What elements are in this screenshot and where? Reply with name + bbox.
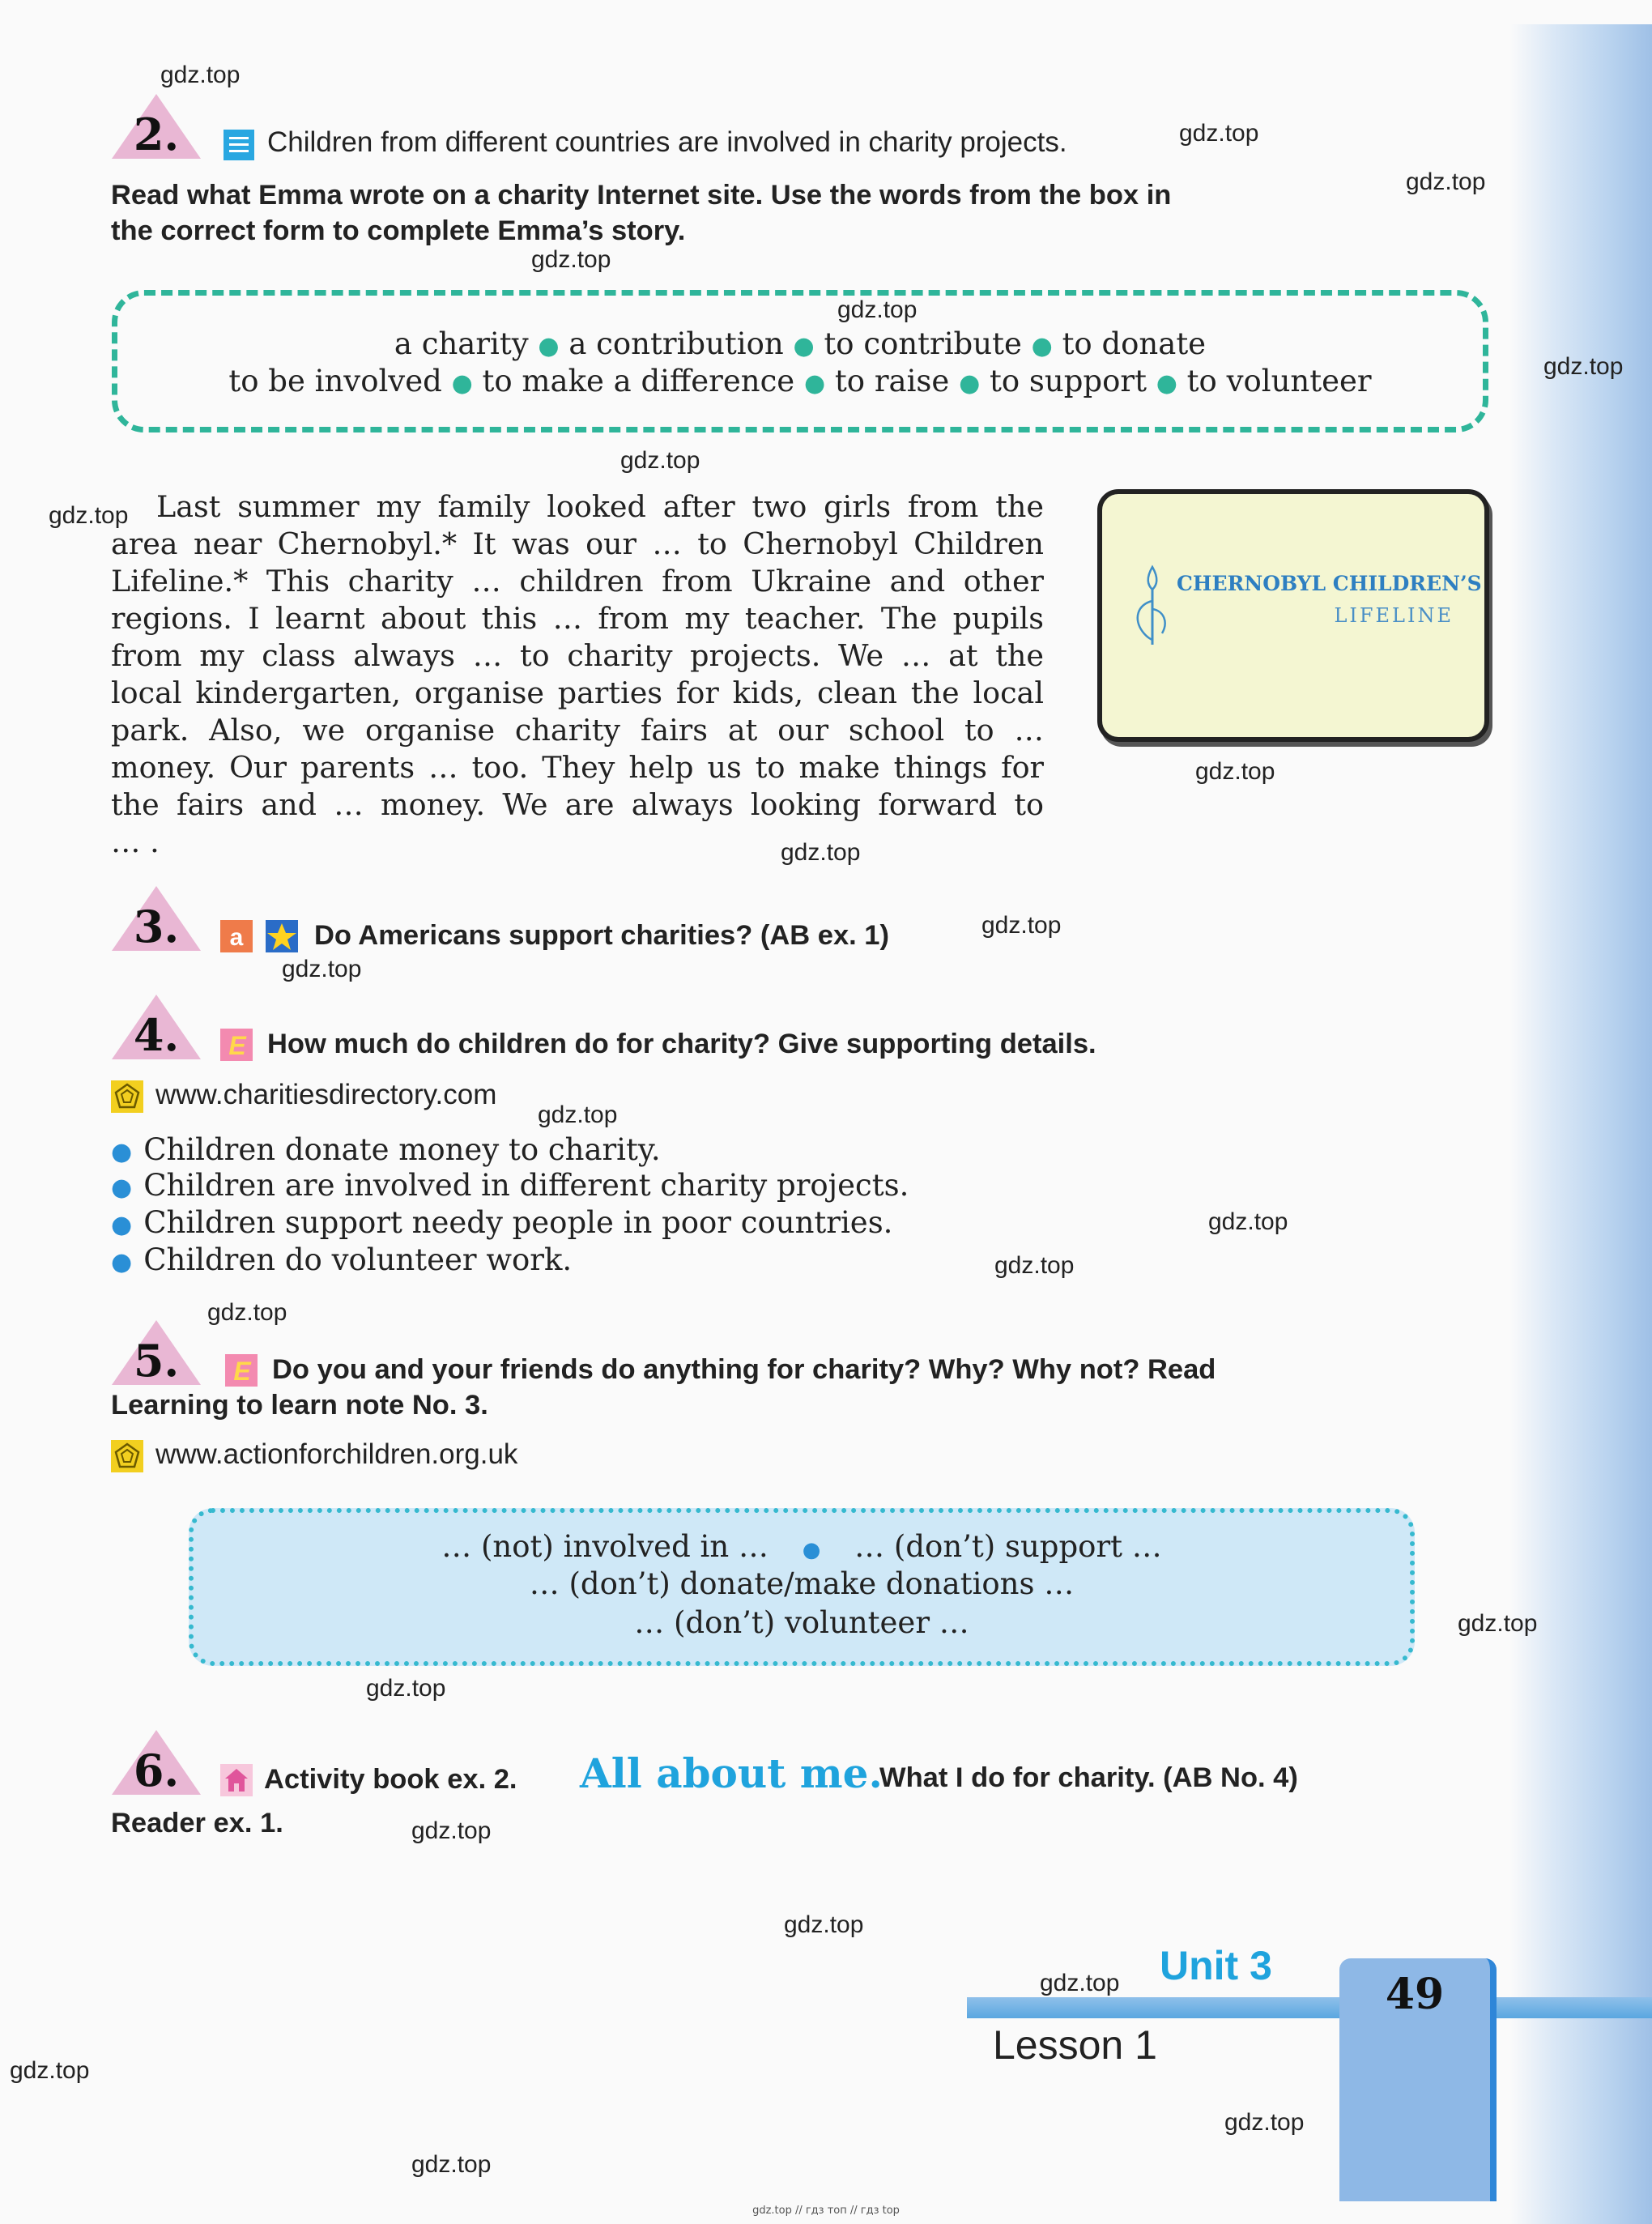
- exercise-number-badge: [112, 94, 201, 159]
- unit-label: Unit 3: [1160, 1943, 1272, 1988]
- watermark: gdz.top: [981, 912, 1062, 939]
- watermark: gdz.top: [994, 1252, 1075, 1279]
- watermark: gdz.top: [282, 956, 362, 982]
- story-line: money. Our parents … too. They help us to make things for: [111, 750, 1044, 785]
- watermark: gdz.top: [366, 1675, 446, 1702]
- exercise-number-badge: [112, 995, 201, 1059]
- box-word: a charity: [394, 326, 529, 361]
- phrase-box: [189, 1508, 1415, 1666]
- watermark: gdz.top: [49, 502, 129, 529]
- charity-logo: [1097, 489, 1489, 742]
- watermark: gdz.top: [411, 2151, 492, 2178]
- web-icon: [111, 1440, 143, 1472]
- exercise-text: Reader ex. 1.: [111, 1808, 283, 1838]
- star-icon: [266, 920, 298, 952]
- svg-text:E: E: [228, 1031, 246, 1060]
- instruction-line: Read what Emma wrote on a charity Internet site. Use the words from the box in: [111, 180, 1172, 211]
- story-line: park. Also, we organise charity fairs at our school to …: [111, 713, 1044, 748]
- watermark: gdz.top: [411, 1817, 492, 1844]
- exercise-number-badge: [112, 886, 201, 951]
- watermark: gdz.top: [1208, 1208, 1288, 1235]
- watermark: gdz.top: [1543, 353, 1624, 380]
- exercise-title: Children from different countries are involved in charity projects.: [267, 126, 1067, 158]
- box-word: to support: [990, 364, 1147, 398]
- website-link[interactable]: www.charitiesdirectory.com: [155, 1079, 497, 1110]
- list-item: ● Children do volunteer work.: [111, 1242, 573, 1277]
- exercise-number: 3.: [133, 901, 180, 952]
- story-line: the fairs and … money. We are always looking forward to: [111, 787, 1044, 822]
- watermark: gdz.top: [1179, 120, 1259, 147]
- watermark: gdz.top: [160, 62, 241, 88]
- word-row: a charity ● a contribution ● to contribute ● to donate: [394, 326, 1207, 361]
- phrase-row: … (not) involved in … ● … (don’t) support …: [441, 1529, 1162, 1564]
- list-item: ● Children donate money to charity.: [111, 1132, 661, 1167]
- story-line: Last summer my family looked after two girls from the: [156, 489, 1044, 524]
- logo-subtitle: LIFELINE: [1334, 604, 1454, 627]
- list-item: ● Children support needy people in poor countries.: [111, 1205, 893, 1240]
- exercise-number: 6.: [133, 1745, 180, 1796]
- watermark: gdz.top: [1224, 2109, 1305, 2136]
- box-word: to raise: [834, 364, 950, 398]
- watermark: gdz.top: [620, 447, 700, 474]
- exercise-number: 2.: [133, 109, 180, 160]
- svg-text:a: a: [229, 924, 244, 951]
- exercise-text: Activity book ex. 2.: [264, 1764, 517, 1795]
- list-item-text: Children support needy people in poor countries.: [143, 1205, 893, 1240]
- audio-activity-icon: [220, 920, 253, 952]
- instruction-line: the correct form to complete Emma’s story.: [111, 215, 686, 246]
- page-tab: [1339, 1958, 1497, 2201]
- exercise-number-badge: [112, 1320, 201, 1385]
- box-word: a contribution: [568, 326, 784, 361]
- exercise-title: Do you and your friends do anything for charity? Why? Why not? Read: [272, 1354, 1216, 1385]
- story-line: from my class always … to charity projects. We … at the: [111, 638, 1044, 673]
- box-word: to donate: [1062, 326, 1207, 361]
- lesson-label: Lesson 1: [993, 2022, 1157, 2068]
- reading-icon: [224, 130, 254, 160]
- list-item-text: Children are involved in different charity projects.: [143, 1168, 909, 1203]
- web-icon: [111, 1080, 143, 1113]
- box-word: to be involved: [228, 364, 442, 398]
- exercise-text: What I do for charity. (AB No. 4): [879, 1762, 1298, 1793]
- exercise-number: 5.: [133, 1335, 180, 1387]
- phrase-row: … (don’t) donate/make donations …: [529, 1566, 1075, 1601]
- phrase: … (don’t) support …: [854, 1529, 1162, 1564]
- story-line: Lifeline.* This charity … children from Ukraine and other: [111, 564, 1044, 599]
- watermark: gdz.top: [538, 1101, 618, 1128]
- speaking-icon: [225, 1354, 258, 1387]
- box-word: to contribute: [824, 326, 1022, 361]
- exercise-title: Do Americans support charities? (AB ex. 1): [314, 920, 889, 951]
- svg-text:E: E: [233, 1357, 251, 1386]
- phrase: … (not) involved in …: [441, 1529, 769, 1564]
- box-word: to make a difference: [482, 364, 795, 398]
- word-box: [112, 290, 1488, 432]
- story-line: area near Chernobyl.* It was our … to Chernobyl Children: [111, 526, 1044, 561]
- exercise-number: 4.: [133, 1009, 180, 1061]
- list-item: ● Children are involved in different charity projects.: [111, 1168, 909, 1203]
- phrase-row: … (don’t) volunteer …: [634, 1605, 969, 1640]
- list-item-text: Children donate money to charity.: [143, 1132, 661, 1167]
- page-number: 49: [1385, 1970, 1445, 2019]
- home-icon: [220, 1764, 253, 1796]
- bottom-note: gdz.top // гдз топ // гдз top: [752, 2205, 900, 2217]
- story-line: local kindergarten, organise parties for kids, clean the local: [111, 675, 1044, 710]
- watermark: gdz.top: [531, 246, 611, 273]
- watermark: gdz.top: [1406, 168, 1486, 195]
- footer-bar: [967, 1997, 1652, 2018]
- speaking-icon: [220, 1029, 253, 1061]
- word-row: to be involved ● to make a difference ● to raise ● to support ● to volunteer: [228, 364, 1372, 398]
- watermark: gdz.top: [781, 839, 861, 866]
- watermark: gdz.top: [784, 1911, 864, 1938]
- watermark: gdz.top: [207, 1299, 287, 1326]
- watermark: gdz.top: [10, 2057, 90, 2084]
- exercise-number-badge: [112, 1730, 201, 1795]
- logo-title: CHERNOBYL CHILDREN’S: [1177, 572, 1482, 595]
- watermark: gdz.top: [1195, 758, 1275, 785]
- box-word: to volunteer: [1186, 364, 1372, 398]
- exercise-title: How much do children do for charity? Give supporting details.: [267, 1029, 1096, 1059]
- exercise-title: Learning to learn note No. 3.: [111, 1390, 488, 1421]
- website-link[interactable]: www.actionforchildren.org.uk: [155, 1438, 518, 1470]
- highlight-title: All about me.: [580, 1749, 883, 1797]
- list-item-text: Children do volunteer work.: [143, 1242, 573, 1277]
- candle-figure-icon: [1128, 560, 1177, 650]
- story-line: … .: [111, 824, 160, 859]
- watermark: gdz.top: [1458, 1610, 1538, 1637]
- watermark: gdz.top: [1040, 1970, 1120, 1996]
- watermark: gdz.top: [837, 296, 918, 323]
- story-line: regions. I learnt about this … from my teacher. The pupils: [111, 601, 1044, 636]
